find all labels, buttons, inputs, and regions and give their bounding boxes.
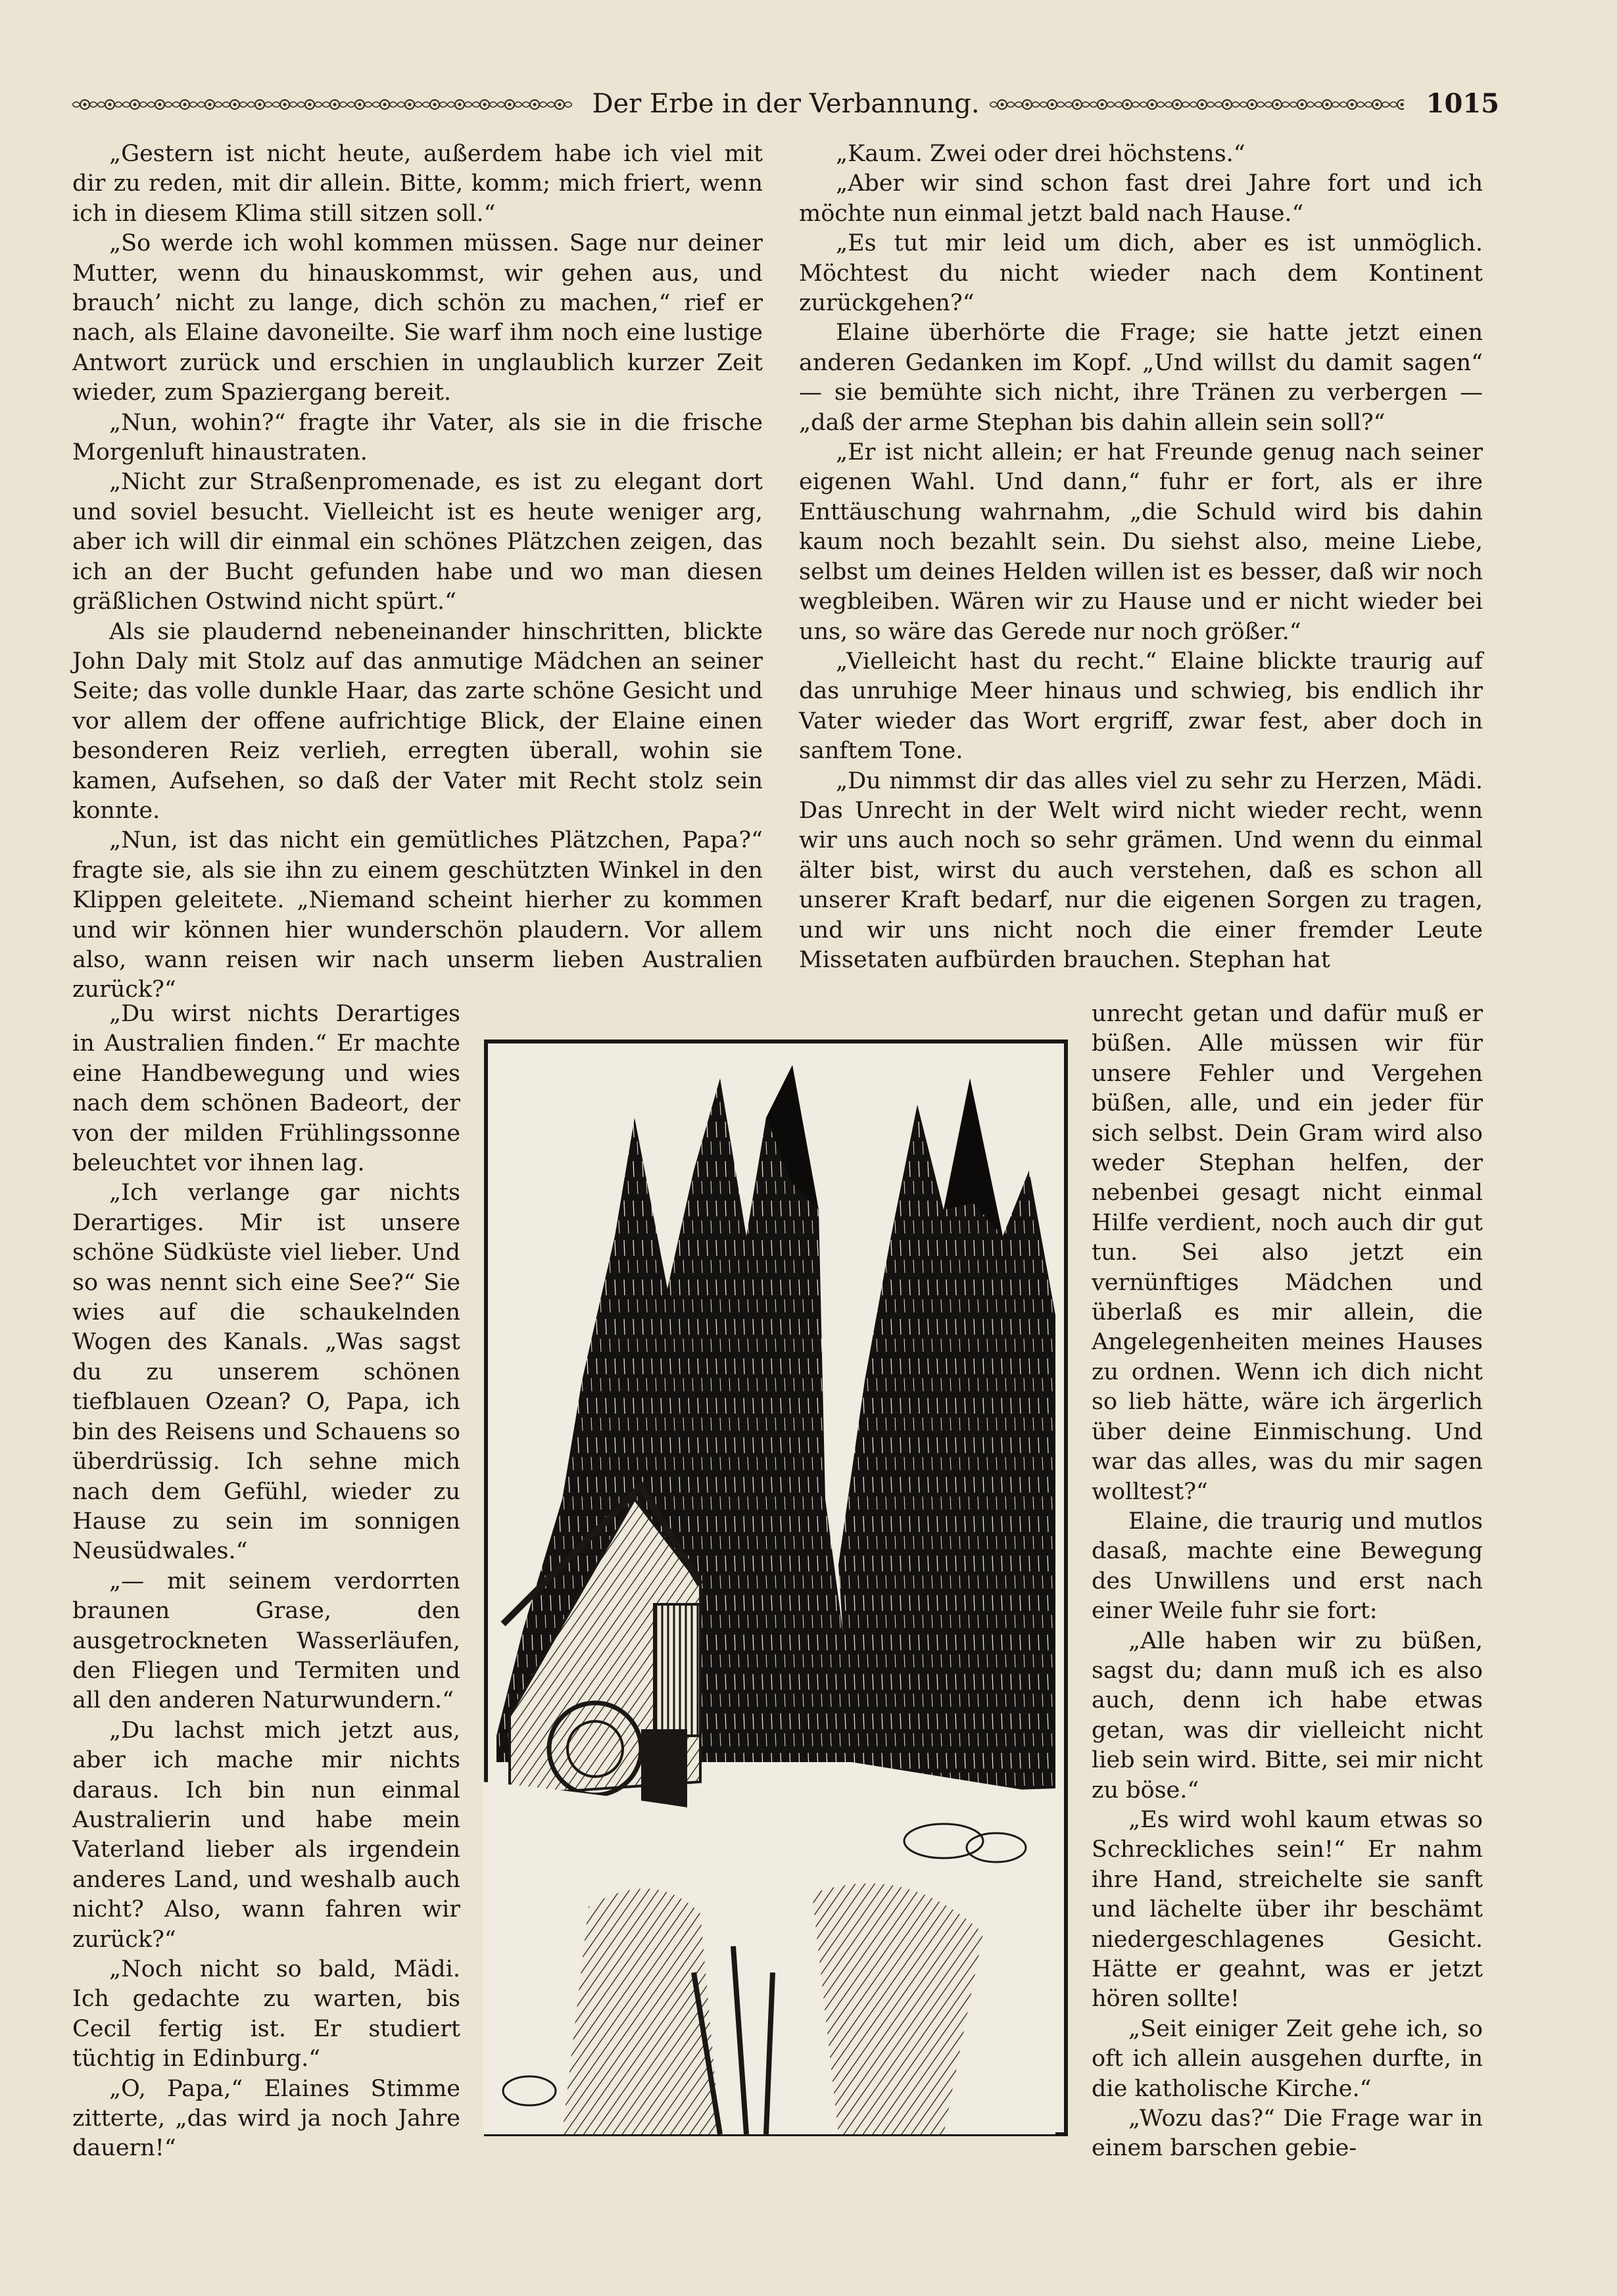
paragraph: „Nun, wohin?“ fragte ihr Vater, als sie in die frische Morgenluft hinaustraten.	[72, 409, 763, 466]
paragraph: „Du wirst nichts Derartiges in Australien finden.“ Er machte eine Handbewegung und wies nach dem schönen Badeort, der von der milden Frühlingssonne beleuchtet vor ihnen lag.	[72, 1001, 460, 1177]
paragraph: „Du lachst mich jetzt aus, aber ich mache mir nichts daraus. Ich bin nun einmal Australierin und habe mein Vaterland lieber als irgendein anderes Land, und weshalb auch nicht? Also, wann fahren wir zurück?“	[72, 1717, 460, 1953]
illustration-forest-mill	[483, 1039, 1069, 2137]
ornament-right-icon	[990, 97, 1404, 112]
paragraph: Elaine überhörte die Frage; sie hatte jetzt einen anderen Gedanken im Kopf. „Und willst du damit sagen“ — sie bemühte sich nicht, ihre Tränen zu verbergen — „daß der arme Stephan bis dahin allein sein soll?“	[799, 320, 1483, 436]
paragraph: „Vielleicht hast du recht.“ Elaine blickte traurig auf das unruhige Meer hinaus und schwieg, bis endlich ihr Vater wieder das Wort ergriff, zwar fest, aber doch in sanftem Tone.	[799, 648, 1483, 765]
paragraph: „Noch nicht so bald, Mädi. Ich gedachte zu warten, bis Cecil fertig ist. Er studiert tüchtig in Edinburg.“	[72, 1956, 460, 2072]
text-column-right-narrow	[1092, 999, 1483, 2164]
paragraph: „Es tut mir leid um dich, aber es ist unmöglich. Möchtest du nicht wieder nach dem Kontinent zurückgehen?“	[799, 230, 1483, 317]
paragraph: „Seit einiger Zeit gehe ich, so oft ich allein ausgehen durfte, in die katholische Kirche.“	[1092, 2015, 1483, 2102]
paragraph: „Ich verlange gar nichts Derartiges. Mir ist unsere schöne Südküste viel lieber. Und so was nennt sich eine See?“ Sie wies auf die schaukelnden Wogen des Kanals. „Was sagst du zu unserem schönen tiefblauen Ozean? O, Papa, ich bin des Reisens und Schauens so überdrüssig. Ich sehne mich nach dem Gefühl, wieder zu Hause zu sein im sonnigen Neusüdwales.“	[72, 1180, 460, 1565]
paragraph: Als sie plaudernd nebeneinander hinschritten, blickte John Daly mit Stolz auf das anmutige Mädchen an seiner Seite; das volle dunkle Haar, das zarte schöne Gesicht und vor allem der offene aufrichtige Blick, der Elaine einen besonderen Reiz verlieh, erregten überall, wohin sie kamen, Aufsehen, so daß der Vater mit Recht stolz sein konnte.	[72, 618, 763, 824]
paragraph: „Nicht zur Straßenpromenade, es ist zu elegant dort und soviel besucht. Vielleicht ist es heute weniger arg, aber ich will dir einmal ein schönes Plätzchen zeigen, das ich an der Bucht gefunden habe und wo man diesen gräßlichen Ostwind nicht spürt.“	[72, 469, 763, 615]
paragraph: unrecht getan und dafür muß er büßen. Alle müssen wir für unsere Fehler und Vergehen büßen, alle, und ein jeder für sich selbst. Dein Gram wird also weder Stephan helfen, der nebenbei gesagt nicht einmal Hilfe verdient, noch auch dir gut tun. Sei also jetzt ein vernünftiges Mädchen und überlaß es mir allein, die Angelegenheiten meines Hauses zu ordnen. Wenn ich dich nicht so lieb hätte, wäre ich ärgerlich über deine Einmischung. Und war das alles, was du mir sagen wolltest?“	[1092, 1001, 1483, 1505]
text-column-left-narrow	[72, 999, 460, 2164]
paragraph: „Gestern ist nicht heute, außerdem habe ich viel mit dir zu reden, mit dir allein. Bitte, komm; mich friert, wenn ich in diesem Klima still sitzen soll.“	[72, 141, 763, 227]
paragraph: „— mit seinem verdorrten braunen Grase, den ausgetrockneten Wasserläufen, den Fliegen und Termiten und all den anderen Naturwundern.“	[72, 1567, 460, 1714]
running-title: Der Erbe in der Verbannung.	[592, 89, 980, 119]
paragraph: „Alle haben wir zu büßen, sagst du; dann muß ich es also auch, denn ich habe etwas getan, was dir vielleicht nicht lieb sein wird. Bitte, sei mir nicht zu böse.“	[1092, 1627, 1483, 1804]
paragraph: Elaine, die traurig und mutlos dasaß, machte eine Bewegung des Unwillens und erst nach einer Weile fuhr sie fort:	[1092, 1508, 1483, 1625]
paragraph: „Nun, ist das nicht ein gemütliches Plätzchen, Papa?“ fragte sie, als sie ihn zu einem geschützten Winkel in den Klippen geleitete. „Niemand scheint hierher zu kommen und wir können hier wunderschön plaudern. Vor allem also, wann reisen wir nach unserm lieben Australien zurück?“	[72, 827, 763, 1003]
paragraph: „Es wird wohl kaum etwas so Schreckliches sein!“ Er nahm ihre Hand, streichelte sie sanft und lächelte über ihr beschämt niedergeschlagenes Gesicht. Hätte er geahnt, was er jetzt hören sollte!	[1092, 1806, 1483, 2013]
paragraph: „O, Papa,“ Elaines Stimme zitterte, „das wird ja noch Jahre dauern!“	[72, 2075, 460, 2162]
ornament-left-icon	[72, 97, 572, 112]
paragraph: „Wozu das?“ Die Frage war in einem barschen gebie-	[1092, 2105, 1483, 2162]
page-number: 1015	[1426, 88, 1499, 119]
text-column-right-top	[799, 139, 1483, 975]
paragraph: „So werde ich wohl kommen müssen. Sage nur deiner Mutter, wenn du hinauskommst, wir gehen aus, und brauch’ nicht zu lange, dich schön zu machen,“ rief er nach, als Elaine davoneilte. Sie warf ihm noch eine lustige Antwort zurück und erschien in unglaublich kurzer Zeit wieder, zum Spaziergang bereit.	[72, 230, 763, 406]
forest-mill-engraving-icon	[483, 1039, 1069, 2137]
text-column-left-top	[72, 139, 763, 1005]
paragraph: „Du nimmst dir das alles viel zu sehr zu Herzen, Mädi. Das Unrecht in der Welt wird nicht wieder recht, wenn wir uns auch noch so sehr grämen. Und wenn du einmal älter bist, wirst du auch verstehen, daß es schon all unserer Kraft bedarf, nur die eigenen Sorgen zu tragen, und wir uns nicht noch die einer fremder Leute Missetaten aufbürden brauchen. Stephan hat	[799, 767, 1483, 973]
running-header	[72, 84, 1499, 124]
paragraph: „Aber wir sind schon fast drei Jahre fort und ich möchte nun einmal jetzt bald nach Hause.“	[799, 170, 1483, 227]
paragraph: „Kaum. Zwei oder drei höchstens.“	[836, 141, 1245, 167]
paragraph: „Er ist nicht allein; er hat Freunde genug nach seiner eigenen Wahl. Und dann,“ fuhr er fort, als er ihre Enttäuschung wahrnahm, „die Schuld wird bis dahin kaum noch bezahlt sein. Du siehst also, meine Liebe, selbst um deines Helden willen ist es besser, daß wir noch wegbleiben. Wären wir zu Hause und er nicht wieder bei uns, so wäre das Gerede nur noch größer.“	[799, 439, 1483, 645]
